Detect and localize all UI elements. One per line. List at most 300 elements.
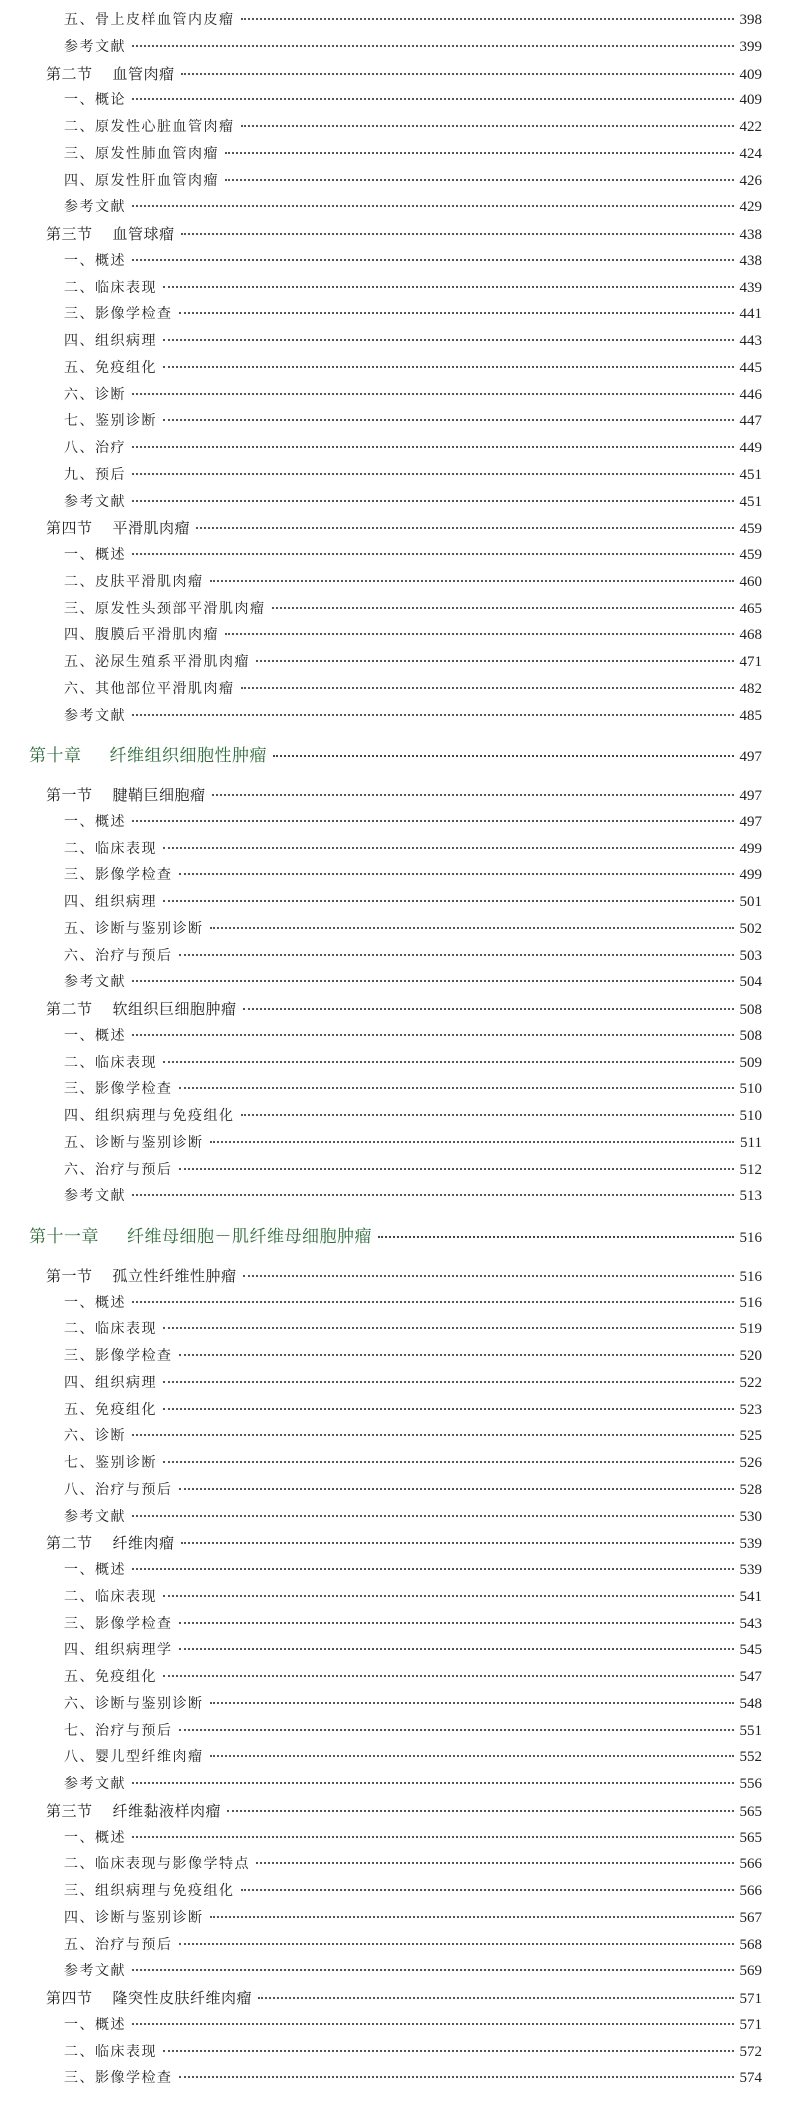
toc-number: 第二节 — [46, 1000, 93, 1018]
toc-number: 第三节 — [46, 1802, 93, 1820]
toc-entry — [64, 1906, 762, 1930]
toc-title-text: 纤维母细胞－肌纤维母细胞肿瘤 — [127, 1227, 372, 1247]
toc-title: 三、影像学检查 — [64, 1616, 173, 1632]
dot-leader — [132, 500, 734, 502]
toc-title-text: 孤立性纤维性肿瘤 — [112, 1267, 237, 1285]
dot-leader — [179, 1087, 734, 1089]
dot-leader — [132, 205, 734, 207]
toc-entry — [64, 1852, 762, 1876]
toc-page-number: 422 — [739, 119, 762, 135]
toc-title: 六、诊断 — [64, 1428, 126, 1444]
toc-title: 四、组织病理学 — [64, 1642, 173, 1658]
toc-title: 一、概述 — [64, 253, 126, 269]
dot-leader — [163, 286, 734, 288]
toc-title: 四、组织病理与免疫组化 — [64, 1108, 235, 1124]
dot-leader — [163, 1061, 734, 1063]
dot-leader — [163, 339, 734, 341]
toc-title — [46, 1986, 252, 2010]
toc-entry — [64, 890, 762, 914]
dot-leader — [241, 18, 734, 20]
toc-page-number: 429 — [739, 199, 762, 215]
toc-entry — [64, 1745, 762, 1769]
toc-page-number: 516 — [739, 1295, 762, 1311]
toc-entry — [64, 863, 762, 887]
toc-page-number: 501 — [739, 894, 762, 910]
toc-entry — [64, 436, 762, 460]
toc-title: 二、临床表现 — [64, 280, 157, 296]
toc-title: 二、皮肤平滑肌肉瘤 — [64, 574, 204, 590]
toc-page-number: 519 — [739, 1321, 762, 1337]
toc-page-number: 459 — [739, 547, 762, 563]
toc-page-number: 508 — [739, 1002, 762, 1018]
toc-entry — [64, 1317, 762, 1341]
toc-entry — [64, 1424, 762, 1448]
toc-entry — [64, 329, 762, 353]
dot-leader — [256, 1862, 734, 1864]
toc-title: 一、概述 — [64, 1028, 126, 1044]
toc-title: 参考文献 — [64, 974, 126, 990]
toc-entry — [64, 2040, 762, 2064]
toc-entry — [64, 1933, 762, 1957]
toc-entry — [64, 1772, 762, 1796]
dot-leader — [227, 1810, 733, 1812]
toc-page-number: 445 — [739, 360, 762, 376]
dot-leader — [132, 446, 734, 448]
toc-title: 五、免疫组化 — [64, 1669, 157, 1685]
toc-title: 五、免疫组化 — [64, 360, 157, 376]
dot-leader — [210, 1141, 735, 1143]
toc-title: 八、治疗与预后 — [64, 1482, 173, 1498]
toc-number: 第二节 — [46, 1534, 93, 1552]
toc-title-text: 纤维肉瘤 — [112, 1534, 175, 1552]
toc-entry — [64, 944, 762, 968]
toc-page-number: 446 — [739, 387, 762, 403]
toc-entry — [64, 677, 762, 701]
toc-title: 五、诊断与鉴别诊断 — [64, 1135, 204, 1151]
dot-leader — [163, 1327, 734, 1329]
dot-leader — [132, 1969, 734, 1971]
toc-title — [46, 1799, 221, 1823]
toc-title: 五、免疫组化 — [64, 1402, 157, 1418]
toc-page-number: 547 — [739, 1669, 762, 1685]
toc-page-number: 424 — [739, 146, 762, 162]
toc-page-number: 543 — [739, 1616, 762, 1632]
toc-page-number: 526 — [739, 1455, 762, 1471]
dot-leader — [179, 1943, 734, 1945]
toc-page-number: 566 — [739, 1856, 762, 1872]
toc-page-number: 508 — [739, 1028, 762, 1044]
toc-title: 六、治疗与预后 — [64, 1162, 173, 1178]
dot-leader — [132, 1034, 734, 1036]
dot-leader — [378, 1236, 734, 1238]
toc-page-number: 471 — [739, 654, 762, 670]
toc-title-text: 腱鞘巨细胞瘤 — [112, 786, 206, 804]
dot-leader — [241, 1889, 734, 1891]
toc-page-number: 438 — [739, 227, 762, 243]
dot-leader — [181, 233, 734, 235]
toc-page-number: 497 — [739, 788, 762, 804]
toc-title-text: 纤维黏液样肉瘤 — [112, 1802, 222, 1820]
dot-leader — [179, 1354, 734, 1356]
toc-entry — [64, 1585, 762, 1609]
toc-section — [46, 1531, 762, 1555]
toc-page-number: 520 — [739, 1348, 762, 1364]
toc-title: 三、组织病理与免疫组化 — [64, 1883, 235, 1899]
toc-entry — [64, 1959, 762, 1983]
toc-entry — [64, 1344, 762, 1368]
toc-page-number: 460 — [739, 574, 762, 590]
toc-entry — [64, 570, 762, 594]
toc-page-number: 443 — [739, 333, 762, 349]
dot-leader — [163, 1675, 734, 1677]
dot-leader — [132, 714, 734, 716]
toc-entry — [64, 597, 762, 621]
toc-entry — [64, 1077, 762, 1101]
dot-leader — [163, 1461, 734, 1463]
toc-title: 六、诊断与鉴别诊断 — [64, 1696, 204, 1712]
dot-leader — [132, 1836, 734, 1838]
toc-page-number: 516 — [739, 1269, 762, 1285]
dot-leader — [256, 660, 734, 662]
dot-leader — [181, 73, 734, 75]
toc-title: 一、概论 — [64, 92, 126, 108]
toc-page-number: 409 — [739, 92, 762, 108]
dot-leader — [163, 1408, 734, 1410]
toc-title — [46, 997, 237, 1021]
toc-title: 五、骨上皮样血管内皮瘤 — [64, 12, 235, 28]
dot-leader — [210, 1702, 734, 1704]
toc-page-number: 438 — [739, 253, 762, 269]
dot-leader — [273, 755, 734, 757]
toc-title: 参考文献 — [64, 39, 126, 55]
dot-leader — [132, 1568, 734, 1570]
toc-title: 一、概述 — [64, 814, 126, 830]
toc-entry — [64, 249, 762, 273]
toc-page-number: 502 — [739, 921, 762, 937]
toc-title: 三、影像学检查 — [64, 867, 173, 883]
toc-page-number: 468 — [739, 627, 762, 643]
toc-number: 第四节 — [46, 519, 93, 537]
toc-title: 参考文献 — [64, 1509, 126, 1525]
toc-title: 三、影像学检查 — [64, 1348, 173, 1364]
toc-page-number: 567 — [739, 1910, 762, 1926]
toc-page-number: 511 — [740, 1135, 762, 1151]
toc-entry — [64, 917, 762, 941]
toc-page-number: 571 — [739, 1991, 762, 2007]
toc-title: 三、原发性头颈部平滑肌肉瘤 — [64, 601, 266, 617]
toc-entry — [64, 409, 762, 433]
toc-page-number: 441 — [739, 306, 762, 322]
toc-title — [46, 783, 206, 807]
toc-title-text: 血管球瘤 — [112, 225, 175, 243]
toc-entry — [64, 169, 762, 193]
toc-entry — [64, 1478, 762, 1502]
toc-title: 七、治疗与预后 — [64, 1723, 173, 1739]
dot-leader — [163, 419, 734, 421]
toc-entry — [64, 2013, 762, 2037]
dot-leader — [210, 580, 734, 582]
toc-entry — [64, 704, 762, 728]
toc-title — [46, 1531, 175, 1555]
toc-title: 参考文献 — [64, 494, 126, 510]
toc-page-number: 485 — [739, 708, 762, 724]
toc-section — [46, 997, 762, 1021]
toc-entry — [64, 1184, 762, 1208]
dot-leader — [225, 179, 734, 181]
toc-page-number: 516 — [739, 1230, 762, 1246]
toc-number: 第十章 — [29, 746, 82, 766]
dot-leader — [241, 125, 734, 127]
toc-title: 六、其他部位平滑肌肉瘤 — [64, 681, 235, 697]
toc-entry — [64, 970, 762, 994]
toc-page-number: 510 — [739, 1081, 762, 1097]
dot-leader — [163, 900, 734, 902]
toc-page-number: 459 — [739, 521, 762, 537]
toc-page-number: 528 — [739, 1482, 762, 1498]
dot-leader — [132, 1434, 734, 1436]
toc-title-text: 平滑肌肉瘤 — [112, 519, 191, 537]
toc-title: 四、组织病理 — [64, 333, 157, 349]
toc-entry — [64, 302, 762, 326]
dot-leader — [196, 527, 733, 529]
toc-title: 三、影像学检查 — [64, 306, 173, 322]
toc-page-number: 451 — [739, 494, 762, 510]
toc-entry — [64, 1505, 762, 1529]
dot-leader — [241, 1114, 734, 1116]
toc-entry — [64, 1692, 762, 1716]
toc-title: 二、临床表现 — [64, 1589, 157, 1605]
dot-leader — [132, 1301, 734, 1303]
toc-title: 五、治疗与预后 — [64, 1937, 173, 1953]
toc-entry — [64, 1104, 762, 1128]
toc-number: 第一节 — [46, 786, 93, 804]
toc-entry — [64, 1291, 762, 1315]
toc-title: 三、影像学检查 — [64, 2070, 173, 2086]
toc-entry — [64, 1024, 762, 1048]
toc-title-text: 血管肉瘤 — [112, 65, 175, 83]
dot-leader — [272, 607, 734, 609]
toc-page-number: 572 — [739, 2044, 762, 2060]
toc-title — [46, 222, 175, 246]
toc-page-number: 523 — [739, 1402, 762, 1418]
toc-page-number: 565 — [739, 1804, 762, 1820]
toc-chapter — [29, 1225, 762, 1249]
toc-title: 二、临床表现 — [64, 1321, 157, 1337]
toc-page-number: 449 — [739, 440, 762, 456]
dot-leader — [132, 1194, 734, 1196]
toc-page-number: 504 — [739, 974, 762, 990]
dot-leader — [243, 1275, 734, 1277]
toc-page-number: 426 — [739, 173, 762, 189]
toc-title-text: 纤维组织细胞性肿瘤 — [109, 746, 267, 766]
toc-page-number: 522 — [739, 1375, 762, 1391]
dot-leader — [132, 45, 734, 47]
toc-title: 六、诊断 — [64, 387, 126, 403]
toc-section — [46, 222, 762, 246]
dot-leader — [258, 1997, 733, 1999]
toc-section — [46, 62, 762, 86]
toc-title: 四、原发性肝血管肉瘤 — [64, 173, 219, 189]
toc-title: 二、临床表现 — [64, 2044, 157, 2060]
dot-leader — [179, 1622, 734, 1624]
dot-leader — [132, 393, 734, 395]
toc-title: 四、组织病理 — [64, 1375, 157, 1391]
toc-entry — [64, 1558, 762, 1582]
toc-page-number: 512 — [739, 1162, 762, 1178]
toc-title-text: 隆突性皮肤纤维肉瘤 — [112, 1989, 253, 2007]
toc-title: 九、预后 — [64, 467, 126, 483]
toc-page-number: 530 — [739, 1509, 762, 1525]
toc-page-number: 499 — [739, 841, 762, 857]
toc-chapter — [29, 744, 762, 768]
dot-leader — [132, 1782, 734, 1784]
toc-page-number: 571 — [739, 2017, 762, 2033]
toc-section — [46, 516, 762, 540]
dot-leader — [163, 1381, 734, 1383]
toc-entry — [64, 463, 762, 487]
toc-entry — [64, 356, 762, 380]
toc-number: 第一节 — [46, 1267, 93, 1285]
toc-page-number: 545 — [739, 1642, 762, 1658]
toc-title — [46, 1264, 237, 1288]
dot-leader — [132, 553, 734, 555]
toc-page-number: 566 — [739, 1883, 762, 1899]
toc-page-number: 569 — [739, 1963, 762, 1979]
toc-page-number: 568 — [739, 1937, 762, 1953]
toc-page-number: 541 — [739, 1589, 762, 1605]
toc-title: 四、诊断与鉴别诊断 — [64, 1910, 204, 1926]
toc-title: 四、组织病理 — [64, 894, 157, 910]
toc-title: 参考文献 — [64, 1188, 126, 1204]
toc-entry — [64, 1879, 762, 1903]
toc-title: 八、婴儿型纤维肉瘤 — [64, 1749, 204, 1765]
toc-page-number: 482 — [739, 681, 762, 697]
toc-entry — [64, 1158, 762, 1182]
toc-entry — [64, 8, 762, 32]
toc-page-number: 499 — [739, 867, 762, 883]
toc-page-number: 447 — [739, 413, 762, 429]
toc-page-number: 574 — [739, 2070, 762, 2086]
toc-title: 四、腹膜后平滑肌肉瘤 — [64, 627, 219, 643]
toc-entry — [64, 35, 762, 59]
toc-title: 五、泌尿生殖系平滑肌肉瘤 — [64, 654, 250, 670]
dot-leader — [179, 873, 734, 875]
dot-leader — [179, 1168, 734, 1170]
toc-page-number: 451 — [739, 467, 762, 483]
toc-entry — [64, 1051, 762, 1075]
toc-title-text: 软组织巨细胞肿瘤 — [112, 1000, 237, 1018]
dot-leader — [210, 1755, 734, 1757]
dot-leader — [132, 98, 734, 100]
toc-title: 一、概述 — [64, 1830, 126, 1846]
toc-entry — [64, 1719, 762, 1743]
toc-title: 参考文献 — [64, 199, 126, 215]
toc-number: 第十一章 — [29, 1227, 99, 1247]
toc-entry — [64, 195, 762, 219]
dot-leader — [179, 1729, 734, 1731]
toc-title — [29, 744, 267, 768]
toc-entry — [64, 1451, 762, 1475]
toc-page-number: 539 — [739, 1536, 762, 1552]
dot-leader — [179, 954, 734, 956]
dot-leader — [181, 1542, 734, 1544]
toc-entry — [64, 2066, 762, 2090]
dot-leader — [179, 2076, 734, 2078]
toc-title — [46, 516, 190, 540]
toc-title: 参考文献 — [64, 1963, 126, 1979]
toc-section — [46, 1986, 762, 2010]
toc-title — [29, 1225, 372, 1249]
toc-title: 三、影像学检查 — [64, 1081, 173, 1097]
dot-leader — [243, 1008, 734, 1010]
toc-title: 二、原发性心脏血管肉瘤 — [64, 119, 235, 135]
toc-title: 参考文献 — [64, 1776, 126, 1792]
toc-entry — [64, 142, 762, 166]
toc-entry — [64, 1398, 762, 1422]
toc-page-number: 497 — [739, 749, 762, 765]
toc-entry — [64, 1638, 762, 1662]
toc-title: 一、概述 — [64, 547, 126, 563]
toc-page-number: 399 — [739, 39, 762, 55]
dot-leader — [132, 473, 734, 475]
dot-leader — [179, 1488, 734, 1490]
toc-entry — [64, 1612, 762, 1636]
dot-leader — [179, 1648, 734, 1650]
dot-leader — [132, 1515, 734, 1517]
toc-section — [46, 1799, 762, 1823]
toc-page-number: 548 — [739, 1696, 762, 1712]
toc-entry — [64, 543, 762, 567]
toc-page-number: 556 — [739, 1776, 762, 1792]
dot-leader — [225, 633, 734, 635]
toc-entry — [64, 1131, 762, 1155]
toc-page-number: 539 — [739, 1562, 762, 1578]
toc-title: 七、鉴别诊断 — [64, 1455, 157, 1471]
toc-page-number: 525 — [739, 1428, 762, 1444]
toc-page-number: 509 — [739, 1055, 762, 1071]
toc-page-number: 465 — [739, 601, 762, 617]
toc-page-number: 551 — [739, 1723, 762, 1739]
toc-entry — [64, 490, 762, 514]
toc-page-number: 497 — [739, 814, 762, 830]
toc-page-number: 398 — [739, 12, 762, 28]
toc-entry — [64, 810, 762, 834]
toc-page-number: 513 — [739, 1188, 762, 1204]
toc-title: 二、临床表现 — [64, 1055, 157, 1071]
toc-page-number: 552 — [739, 1749, 762, 1765]
dot-leader — [132, 980, 734, 982]
toc-title: 一、概述 — [64, 1295, 126, 1311]
toc-title: 一、概述 — [64, 2017, 126, 2033]
toc-page-number: 439 — [739, 280, 762, 296]
toc-number: 第三节 — [46, 225, 93, 243]
toc-page-number: 409 — [739, 67, 762, 83]
toc-title: 参考文献 — [64, 708, 126, 724]
dot-leader — [132, 820, 734, 822]
dot-leader — [163, 1595, 734, 1597]
dot-leader — [163, 847, 734, 849]
dot-leader — [212, 794, 734, 796]
toc-entry — [64, 1665, 762, 1689]
toc-page-number: 503 — [739, 948, 762, 964]
toc-entry — [64, 623, 762, 647]
toc-title: 八、治疗 — [64, 440, 126, 456]
toc-title: 二、临床表现与影像学特点 — [64, 1856, 250, 1872]
toc-number: 第四节 — [46, 1989, 93, 2007]
toc-title: 二、临床表现 — [64, 841, 157, 857]
dot-leader — [241, 687, 734, 689]
toc-section — [46, 1264, 762, 1288]
